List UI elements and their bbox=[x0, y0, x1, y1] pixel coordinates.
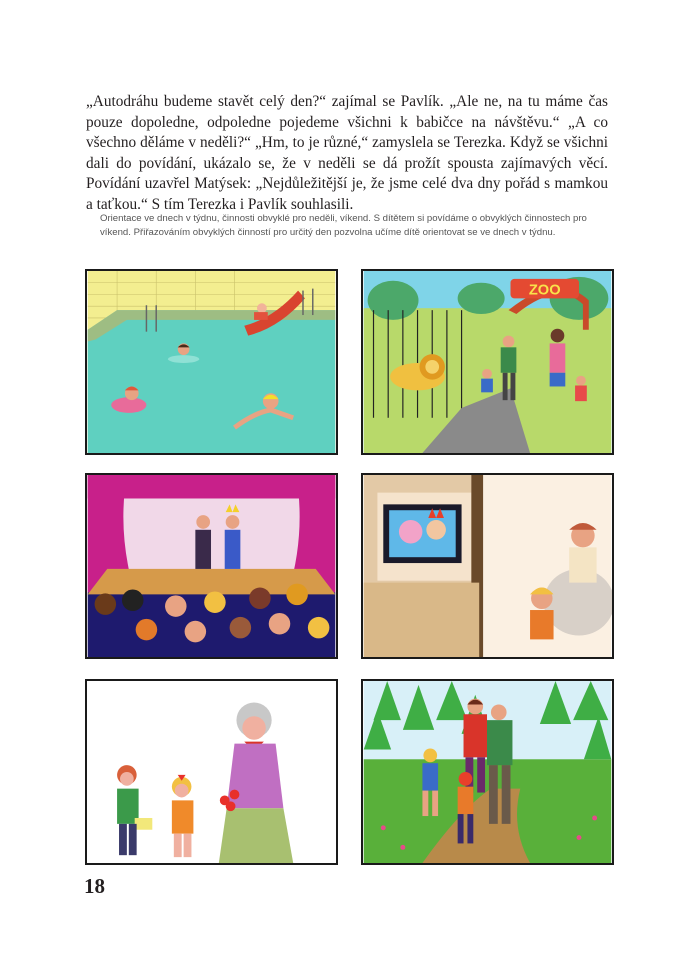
illustration-grandma-visit bbox=[85, 679, 338, 865]
swimming-pool-scene bbox=[87, 271, 336, 453]
illustration-forest-walk bbox=[361, 679, 614, 865]
illustration-watching-tv bbox=[361, 473, 614, 659]
zoo-scene bbox=[363, 271, 612, 453]
teacher-note: Orientace ve dnech v týdnu, činnosti obvyklé pro neděli, víkend. S dítětem si povídáme o obvyklých činnostech pro víkend. Přiřazováním obvyklých činností pro určitý den pozvolna učíme dítě orientovat se ve dnech v týdnu. bbox=[100, 213, 587, 238]
illustration-theatre bbox=[85, 473, 338, 659]
swim-ring bbox=[111, 397, 146, 413]
illustration-swimming-pool bbox=[85, 269, 338, 455]
zoo-sign-text: ZOO bbox=[528, 282, 561, 299]
grandma-scene bbox=[87, 681, 336, 863]
page-number: 18 bbox=[84, 874, 105, 898]
story-paragraph: „Autodráhu budeme stavět celý den?“ zajímal se Pavlík. „Ale ne, na tu máme čas pouze dopoledne, odpoledne pojedeme všichni k babičce na návštěvu.“ „A co všechno děláme v neděli?“ „Hm, to je různé,“ zamyslela se Terezka. Když se všichni dali do povídání, ukázalo se, že v neděli se dá prožít spousta zajímavých věcí. Povídání uzavřel Matýsek: „Nejdůležitější je, že jsme celé dva dny pořád s mamkou a taťkou.“ S tím Terezka i Pavlík souhlasili. bbox=[86, 93, 608, 213]
theatre-scene bbox=[87, 475, 336, 657]
forest-scene bbox=[363, 681, 612, 863]
tv-scene bbox=[363, 475, 612, 657]
illustration-zoo bbox=[361, 269, 614, 455]
